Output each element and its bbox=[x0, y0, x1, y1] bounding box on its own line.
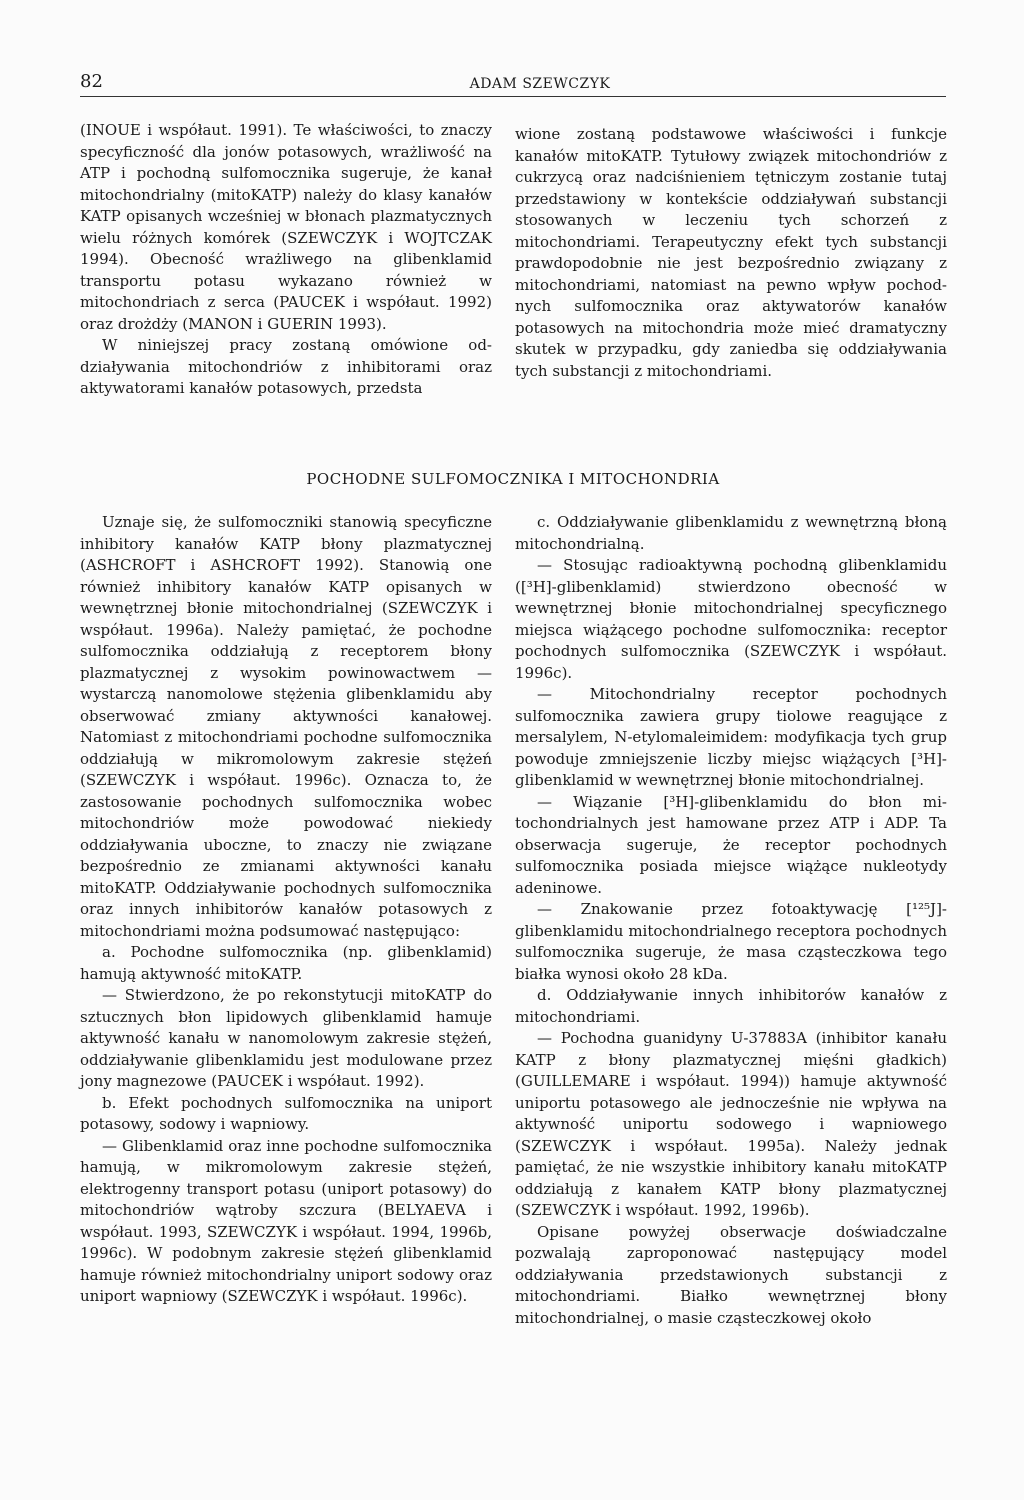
section-heading: POCHODNE SULFOMOCZNIKA I MITOCHONDRIA bbox=[306, 470, 720, 488]
paragraph: b. Efekt pochodnych sulfomocznika na uniport potasowy, sodowy i wapniowy. bbox=[80, 1093, 492, 1133]
running-head-author: ADAM SZEWCZYK bbox=[469, 76, 611, 92]
paragraph: — Wiązanie [³H]-glibenklamidu do błon mitochondrialnych jest hamowane przez ATP i ADP. Ta obserwacja sugeruje, że receptor pochodnych sulfomocznika posiada miejsce wiążące nukleotydy adeninowe. bbox=[515, 792, 947, 897]
paragraph: Opisane powyżej obserwacje doświadczalne pozwalają zaproponować następujący model oddziaływania przedstawionych substancji z mitochondriami. Białko wewnętrznej błony mitochondrialnej, o masie cząsteczkowej około bbox=[515, 1222, 947, 1327]
paragraph: a. Pochodne sulfomocznika (np. glibenklamid) hamują aktywność mitoKATP. bbox=[80, 943, 492, 983]
paragraph: — Glibenklamid oraz inne pochodne sulfomocznika hamują, w mikromolowym zakresie stężeń, elektrogenny transport potasu (uniport potasowy) do mitochondriów wątroby szczura (BELYAEVA i współaut. 1993, SZEWCZYK i współaut. 1994, 1996b, 1996c). W podobnym zakresie stężeń glibenklamid hamuje również mitochondrialny uniport sodowy oraz uniport wapniowy (SZEWCZYK i współaut. 1996c). bbox=[80, 1136, 492, 1305]
paragraph: d. Oddziaływanie innych inhibitorów kanałów z mitochondriami. bbox=[515, 986, 947, 1026]
header-rule bbox=[80, 96, 946, 97]
paragraph: c. Oddziaływanie glibenklamidu z wewnętrzną błoną mitochondrialną. bbox=[515, 513, 947, 553]
paragraph: — Mitochondrialny receptor pochodnych sulfomocznika zawiera grupy tiolowe reagujące z mersalylem, N-etylomaleimidem: modyfikacja tych grup powoduje zmniejszenie liczby miejsc wiążących [³H]-glibenklamid w wewnętrznej błonie mitochondrialnej. bbox=[515, 685, 947, 789]
paragraph: (INOUE i współaut. 1991). Te właściwości, to znaczy specyficzność dla jonów potasowych, wrażliwość na ATP i pochodną sulfomocznika sugeruje, że kanał mitochondrialny (mitoKATP) należy do klasy kanałów KATP opisanych wcześniej w błonach plazmatycznych wielu różnych komórek (SZEWCZYK i WOJTCZAK 1994). Obecność wrażliwego na glibenklamid transportu potasu wykazano również w mitochondriach z serca (PAUCEK i współaut. 1992) oraz drożdży (MANON i GUERIN 1993). bbox=[80, 121, 492, 333]
top-left-column bbox=[80, 120, 492, 400]
bottom-left-column bbox=[80, 512, 492, 1308]
bottom-right-column bbox=[515, 512, 947, 1329]
paragraph: — Pochodna guanidyny U-37883A (inhibitor kanału KATP z błony plazmatycznej mięśni gładkich) (GUILLEMARE i współaut. 1994)) hamuje aktywność uniportu potasowego ale jednocześnie nie wpływa na aktywność uniportu sodowego i wapniowego (SZEWCZYK i współaut. 1995a). Należy jednak pamiętać, że nie wszystkie inhibitory kanału mitoKATP oddziałują z kanałem KATP błony plazmatycznej (SZEWCZYK i współaut. 1992, 1996b). bbox=[515, 1029, 947, 1219]
paragraph: — Znakowanie przez fotoaktywację [¹²⁵J]-glibenklamidu mitochondrialnego receptora pochodnych sulfomocznika sugeruje, że masa cząsteczkowa tego białka wynosi około 28 kDa. bbox=[515, 900, 947, 983]
paragraph: W niniejszej pracy zostaną omówione oddziaływania mitochondriów z inhibitorami oraz aktywatorami kanałów potasowych, przedsta bbox=[80, 336, 492, 397]
page-number: 82 bbox=[80, 71, 103, 92]
paragraph: wione zostaną podstawowe właściwości i funkcje kanałów mitoKATP. Tytułowy związek mitochondriów z cukrzycą oraz nadciśnieniem tętniczym zostanie tutaj przedstawiony w kontekście oddziaływań substancji stosowanych w leczeniu tych schorzeń z mitochondriami. Terapeutyczny efekt tych substancji prawdopodobnie nie jest bezpośrednio związany z mitochondriami, natomiast na pewno wpływ pochodnych sulfomocznika oraz aktywatorów kanałów potasowych na mitochondria może mieć dramatyczny skutek w przypadku, gdy zaniedba się oddziaływania tych substancji z mitochondriami. bbox=[515, 125, 947, 380]
paragraph: — Stosując radioaktywną pochodną glibenklamidu ([³H]-glibenklamid) stwierdzono obecność w wewnętrznej błonie mitochondrialnej specyficznego miejsca wiążącego pochodne sulfomocznika: receptor pochodnych sulfomocznika (SZEWCZYK i współaut. 1996c). bbox=[515, 556, 947, 682]
paragraph: — Stwierdzono, że po rekonstytucji mitoKATP do sztucznych błon lipidowych glibenklamid hamuje aktywność kanału w nanomolowym zakresie stężeń, oddziaływanie glibenklamidu jest modulowane przez jony magnezowe (PAUCEK i współaut. 1992). bbox=[80, 986, 492, 1090]
top-right-column bbox=[515, 124, 947, 382]
paragraph: Uznaje się, że sulfomoczniki stanowią specyficzne inhibitory kanałów KATP błony plazmatycznej (ASHCROFT i ASHCROFT 1992). Stanowią one również inhibitory kanałów KATP opisanych w wewnętrznej błonie mitochondrialnej (SZEWCZYK i współaut. 1996a). Należy pamiętać, że pochodne sulfomocznika oddziałują z receptorem błony plazmatycznej z wysokim powinowactwem — wystarczą nanomolowe stężenia glibenklamidu aby obserwować zmiany aktywności kanałowej. Natomiast z mitochondriami pochodne sulfomocznika oddziałują w mikromolowym zakresie stężeń (SZEWCZYK i współaut. 1996c). Oznacza to, że zastosowanie pochodnych sulfomocznika wobec mitochondriów może powodować niekiedy oddziaływania uboczne, to znaczy nie związane bezpośrednio ze zmianami aktywności kanału mitoKATP. Oddziaływanie pochodnych sulfomocznika oraz innych inhibitorów kanałów potasowych z mitochondriami można podsumować następująco: bbox=[80, 513, 492, 940]
